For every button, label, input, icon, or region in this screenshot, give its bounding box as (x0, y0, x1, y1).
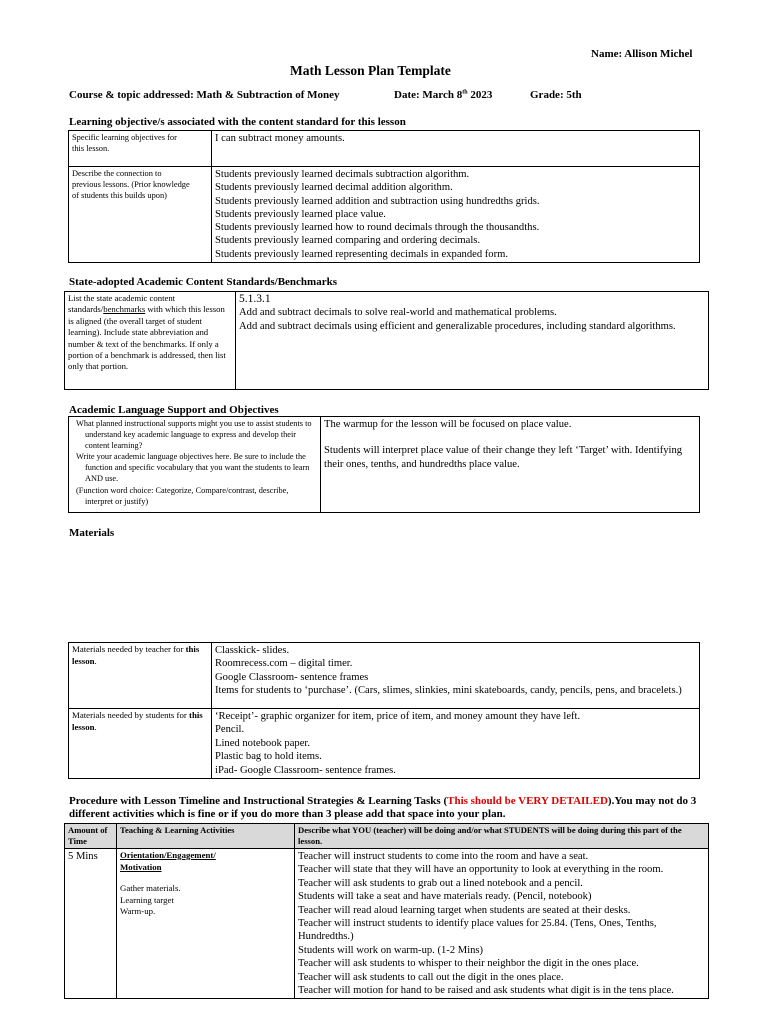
teacher-material-item: Classkick- slides. (215, 645, 290, 656)
student-material-item: iPad- Google Classroom- sentence frames. (215, 764, 396, 776)
prior-knowledge-item: Students previously learned representing decimals in expanded form. (215, 248, 509, 260)
teacher-material-item: Items for students to ‘purchase’. (Cars, slimes, slinkies, mini skateboards, candy, pencils, pens, and bracelets.) (215, 685, 682, 697)
academic-language-table (68, 416, 700, 513)
student-name: Name: Allison Michel (591, 48, 693, 60)
student-materials-label-end: . (94, 721, 97, 732)
objectives-value-cell (212, 131, 700, 167)
grade-label: Grade: 5th (530, 89, 582, 101)
procedure-step: Teacher will instruct students to identify place values for 25.84. (Tens, Ones, Tenths, Hundredths.) (298, 918, 657, 943)
objectives-label-cell (69, 131, 212, 167)
language-prompt: Write your academic language objectives here. Be sure to include the function and specific vocabulary that you want the students to learn AND use. (76, 452, 310, 484)
procedure-step: Teacher will state that they will have an opportunity to look at everything in the room. (298, 864, 664, 876)
standards-value-cell (236, 292, 709, 390)
date-suffix: th (462, 89, 468, 96)
student-material-item: Lined notebook paper. (215, 737, 311, 749)
standard-text: Add and subtract decimals using efficient and generalizable procedures, including standard algorithms. (239, 320, 676, 332)
date-label: Date: March 8 (394, 89, 463, 101)
student-materials-label-cell (69, 709, 212, 779)
course-value: Math & Subtraction of Money (196, 89, 340, 101)
learning-objectives-table (68, 130, 700, 263)
materials-table (68, 642, 700, 779)
activity-item: Learning target (120, 894, 174, 905)
date-year: 2023 (470, 89, 493, 101)
warmup-focus-text: The warmup for the lesson will be focused on place value. (324, 419, 572, 430)
procedure-step: Teacher will instruct students to come into the room and have a seat. (298, 851, 589, 862)
objective-text: I can subtract money amounts. (215, 133, 345, 144)
academic-language-heading: Academic Language Support and Objectives (69, 404, 279, 416)
procedure-step: Teacher will read aloud learning target when students are seated at their desks. (298, 904, 631, 916)
procedure-heading-text: Procedure with Lesson Timeline and Instructional Strategies & Learning Tasks ( (69, 795, 448, 807)
standard-code: 5.1.3.1 (239, 293, 271, 305)
prior-knowledge-item: Students previously learned addition and subtraction using hundredths grids. (215, 195, 540, 207)
prior-label-line: Describe the connection to (72, 169, 162, 178)
activity-item: Warm-up. (120, 906, 156, 917)
procedure-activity-cell (117, 849, 295, 999)
teacher-material-item: Roomrecess.com – digital timer. (215, 658, 353, 670)
standards-label-underlined: benchmarks (103, 304, 146, 315)
standards-label-text: List the state academic content standards/ (68, 293, 176, 315)
procedure-heading-rest: ).You may not do 3 different activities which is fine or if you do more than 3 please add that space into your plan. (69, 795, 697, 820)
activity-item: Gather materials. (120, 883, 181, 894)
objectives-label-line: Specific learning objectives for (72, 133, 177, 142)
activity-title: Orientation/Engagement/ Motivation (120, 850, 216, 872)
procedure-details-cell (295, 849, 709, 999)
materials-heading: Materials (69, 527, 115, 539)
procedure-step: Teacher will ask students to call out the digit in the ones place. (298, 971, 564, 983)
student-material-item: Plastic bag to hold items. (215, 751, 322, 763)
language-prompt: (Function word choice: Categorize, Compare/contrast, describe, interpret or justify) (76, 485, 289, 506)
prior-knowledge-item: Students previously learned how to round decimals through the thousandths. (215, 222, 540, 234)
teacher-materials-label-cell (69, 643, 212, 709)
prior-knowledge-label-cell (69, 167, 212, 263)
teacher-materials-label-end: . (94, 655, 97, 666)
prior-knowledge-value-cell (212, 167, 700, 263)
course-label: Course & topic addressed: (69, 89, 194, 101)
student-materials-label: Materials needed by students for (72, 710, 190, 720)
prior-label-line: of students this builds upon) (72, 191, 167, 201)
standards-label-cell (65, 292, 236, 390)
procedure-step: Students will take a seat and have materials ready. (Pencil, notebook) (298, 891, 592, 903)
procedure-step: Teacher will ask students to grab out a lined notebook and a pencil. (298, 877, 583, 889)
place-value-objective-text: Students will interpret place value of their change they left ‘Target’ with. Identifying their ones, tenths, and hundredths place value. (324, 445, 683, 470)
col-amount-of-time: Amount of Time (65, 824, 117, 849)
standard-text: Add and subtract decimals to solve real-world and mathematical problems. (239, 307, 557, 319)
student-material-item: Pencil. (215, 724, 245, 736)
procedure-step: Students will work on warm-up. (1-2 Mins) (298, 944, 484, 956)
language-prompt: What planned instructional supports might you use to assist students to understand key academic language to express and develop their content learning? (76, 419, 312, 451)
prior-knowledge-item: Students previously learned place value. (215, 208, 386, 220)
procedure-step: Teacher will ask students to whisper to their neighbor the digit in the ones place. (298, 958, 639, 970)
col-description: Describe what YOU (teacher) will be doing and/or what STUDENTS will be doing during this part of the lesson. (295, 824, 709, 849)
teacher-material-item: Google Classroom- sentence frames (215, 671, 369, 683)
academic-language-label-cell (69, 417, 321, 513)
procedure-table (64, 823, 709, 999)
student-material-item: ‘Receipt’- graphic organizer for item, price of item, and money amount they have left. (215, 711, 581, 722)
prior-knowledge-item: Students previously learned comparing and ordering decimals. (215, 235, 481, 247)
procedure-heading (69, 795, 719, 821)
objectives-label-line: this lesson. (72, 144, 110, 154)
prior-knowledge-item: Students previously learned decimal addition algorithm. (215, 182, 453, 194)
teacher-materials-value-cell (212, 643, 700, 709)
procedure-heading-emphasis: This should be VERY DETAILED (447, 795, 608, 807)
prior-label-line: previous lessons. (Prior knowledge (72, 180, 190, 190)
standards-label-text-rest: with which this lesson is aligned (the overall target of student learning). Include state abbreviation and number & text of the benchmarks. If only a portion of a benchmark is addressed, then list only that portion. (68, 304, 226, 372)
procedure-time-cell: 5 Mins (65, 849, 117, 999)
standards-table (64, 291, 709, 390)
teacher-materials-label-bold: this lesson (72, 644, 200, 666)
student-materials-label-bold: this lesson (72, 710, 203, 732)
course-topic-line (69, 89, 340, 101)
col-teaching-activities: Teaching & Learning Activities (117, 824, 295, 849)
academic-language-value-cell (321, 417, 700, 513)
procedure-step: Teacher will motion for hand to be raised and ask students what digit is in the tens place. (298, 985, 674, 997)
student-materials-value-cell (212, 709, 700, 779)
standards-heading: State-adopted Academic Content Standards/Benchmarks (69, 276, 337, 288)
prior-knowledge-item: Students previously learned decimals subtraction algorithm. (215, 169, 470, 180)
teacher-materials-label: Materials needed by teacher for (72, 644, 186, 654)
learning-objectives-heading: Learning objective/s associated with the content standard for this lesson (69, 116, 406, 128)
procedure-row (65, 849, 709, 999)
page-title: Math Lesson Plan Template (290, 63, 451, 78)
lesson-date (394, 89, 492, 101)
